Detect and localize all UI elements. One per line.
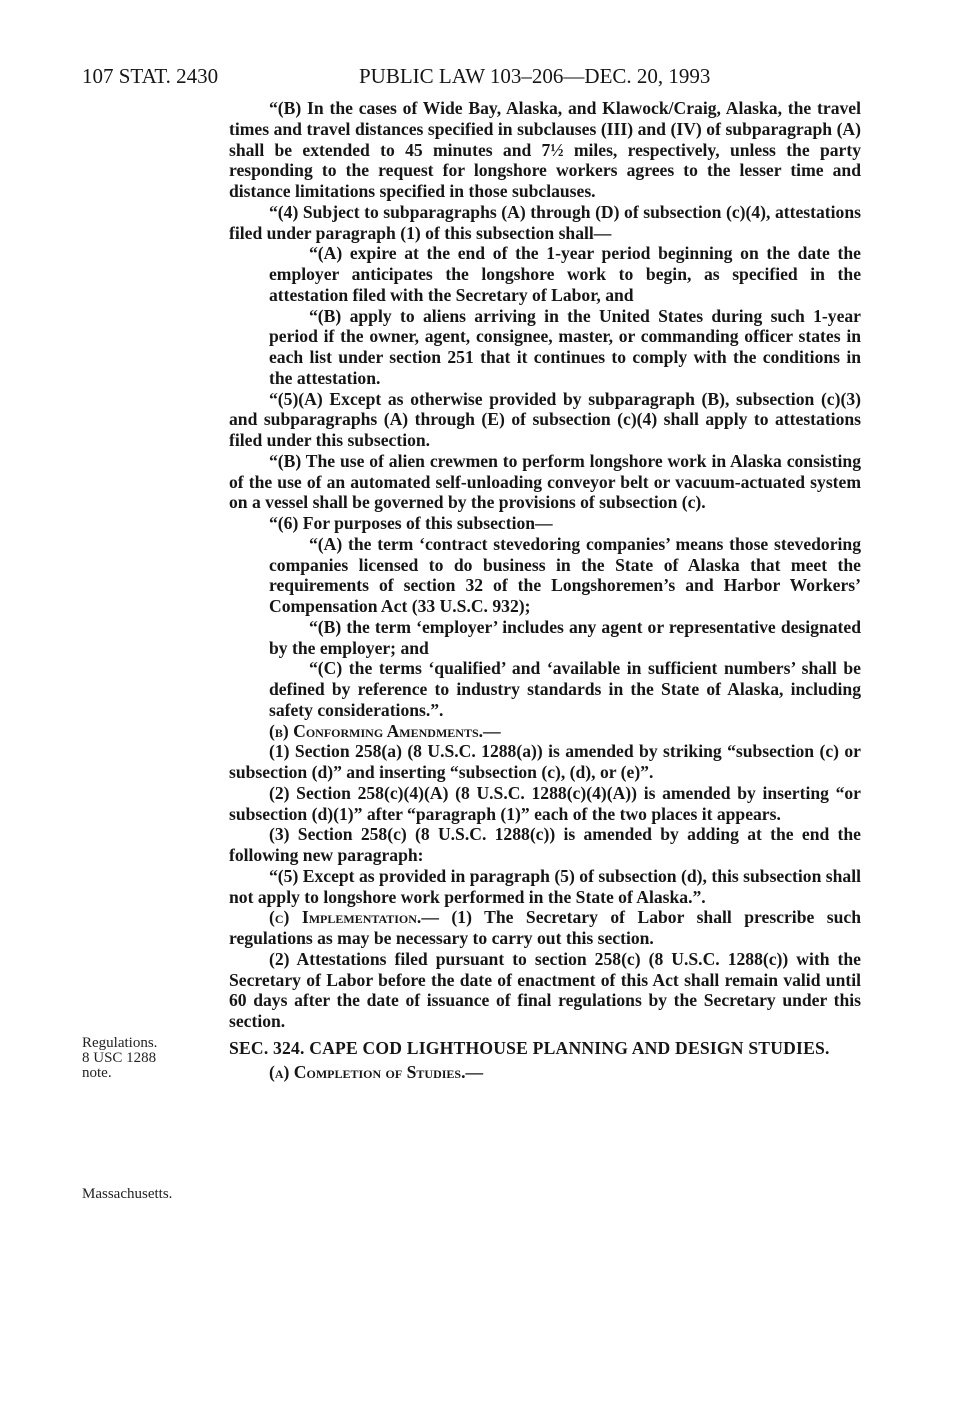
section-324-heading: SEC. 324. CAPE COD LIGHTHOUSE PLANNING AND DESIGN STUDIES. [229, 1037, 830, 1058]
statute-page-number: 107 STAT. 2430 [82, 64, 219, 88]
margin-note-line: Regulations. [82, 1035, 158, 1051]
paragraph-b-wide-bay: “(B) In the cases of Wide Bay, Alaska, and Klawock/Craig, Alaska, the travel times and travel distances specified in subclauses (III) and (IV) of subparagraph (A) shall be extended to 45 minutes and 7½ miles, respectively, unless the party responding to the request for longshore workers agrees to the lesser time and distance limitations specified in those subclauses. [229, 98, 861, 201]
paragraph-6a: “(A) the term ‘contract stevedoring companies’ means those stevedoring companies licensed to do business in the State of Alaska that meet the requirements of section 32 of the Longshoremen’s and Harbor Workers’ Compensation Act (33 U.S.C. 932); [269, 533, 861, 616]
public-law-citation: PUBLIC LAW 103–206—DEC. 20, 1993 [359, 64, 711, 88]
paragraph-4b: “(B) apply to aliens arriving in the United States during such 1-year period if the owner, agent, consignee, master, or commanding officer states in each list under section 251 that it continues to comply with the conditions in the attestation. [269, 305, 861, 388]
margin-note-regulations [82, 1036, 192, 1081]
law-text-body [229, 98, 861, 1082]
paragraph-4a: “(A) expire at the end of the 1-year period beginning on the date the employer anticipates the longshore work to begin, as specified in the attestation filed with the Secretary of Labor, and [269, 243, 861, 305]
heading-implementation: (c) Implementation.— [269, 907, 439, 928]
margin-note-line: 8 USC 1288 [82, 1050, 157, 1066]
paragraph-6: “(6) For purposes of this subsection— [269, 513, 553, 533]
implementation-1-text: (1) The Secretary of Labor shall prescribe such regulations as may be necessary to carry out this section. [229, 907, 861, 948]
amendment-3-new-paragraph: “(5) Except as provided in paragraph (5) of subsection (d), this subsection shall not apply to longshore work performed in the State of Alaska.”. [229, 865, 861, 907]
implementation-paragraph [229, 907, 861, 949]
heading-conforming-amendments: (b) Conforming Amendments.— [269, 720, 501, 741]
page-header [82, 62, 882, 90]
paragraph-6c: “(C) the terms ‘qualified’ and ‘available in sufficient numbers’ shall be defined by reference to industry standards in the State of Alaska, including safety considerations.”. [269, 658, 861, 720]
amendment-1: (1) Section 258(a) (8 U.S.C. 1288(a)) is amended by striking “subsection (c) or subsection (d)” and inserting “subsection (c), (d), or (e)”. [229, 741, 861, 782]
paragraph-5b: “(B) The use of alien crewmen to perform longshore work in Alaska consisting of the use of an automated self-unloading conveyor belt or vacuum-actuated system on a vessel shall be governed by the provisions of subsection (c). [229, 450, 861, 513]
paragraph-4: “(4) Subject to subparagraphs (A) through (D) of subsection (c)(4), attestations filed under paragraph (1) of this subsection shall— [229, 201, 861, 243]
paragraph-6b: “(B) the term ‘employer’ includes any agent or representative designated by the employer; and [269, 616, 861, 658]
implementation-2: (2) Attestations filed pursuant to section 258(c) (8 U.S.C. 1288(c)) with the Secretary of Labor before the date of enactment of this Act shall remain valid until 60 days after the date of issuance of final regulations by the Secretary under this section. [229, 948, 861, 1031]
margin-note-line: note. [82, 1065, 112, 1081]
heading-completion-of-studies: (a) Completion of Studies.— [269, 1061, 484, 1082]
paragraph-5a: “(5)(A) Except as otherwise provided by subparagraph (B), subsection (c)(3) and subparagraphs (A) through (E) of subsection (c)(4) shall apply to attestations filed under this subsection. [229, 388, 861, 450]
margin-note-massachusetts: Massachusetts. [82, 1186, 173, 1202]
amendment-2: (2) Section 258(c)(4)(A) (8 U.S.C. 1288(c)(4)(A)) is amended by inserting “or subsection (d)(1)” after “paragraph (1)” each of the two places it appears. [229, 782, 861, 824]
amendment-3: (3) Section 258(c) (8 U.S.C. 1288(c)) is amended by adding at the end the following new paragraph: [229, 824, 861, 865]
